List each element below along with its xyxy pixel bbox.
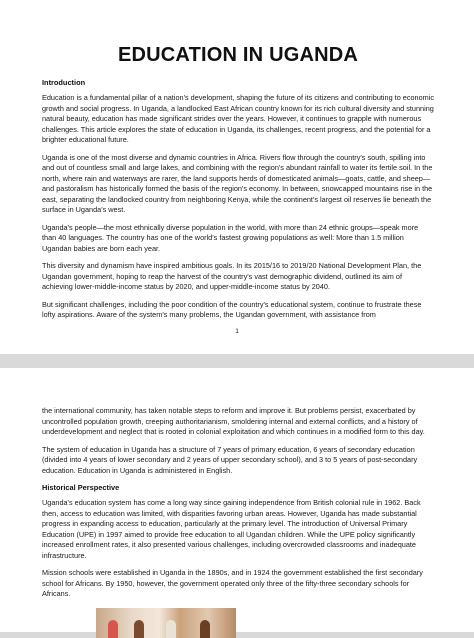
photo-figure xyxy=(134,620,144,638)
paragraph: Uganda is one of the most diverse and dynamic countries in Africa. Rivers flow through the country's south, spilling into and out of countless small and large lakes, and combining with the region's abundant rainfall to water its fertile soil. In the north, where rain and waterways are rarer, the land supports herds of domesticated animals—goats, cattle, and sheep—and pastoralism has historically formed the basis of the region's economy. In between, snowcapped mountains rise in the east, separating the landlocked country from neighboring Kenya, while the continent's largest oil reserves lie beneath the surface in Uganda's west. xyxy=(42,152,433,214)
classroom-photo xyxy=(96,608,236,638)
paragraph: Education is a fundamental pillar of a nation's development, shaping the future of its citizens and contributing to economic growth and social progress. In Uganda, a landlocked East African country known for its rich cultural diversity and stunning natural beauty, education has made significant strides over the years. However, it continues to grapple with numerous challenges. This article explores the state of education in Uganda, its challenges, recent progress, and the potential for a brighter educational future. xyxy=(42,93,435,144)
paragraph: Uganda's education system has come a long way since gaining independence from British colonial rule in 1962. Back then, access to education was limited, with disparities favoring urban areas. However, Uganda has made substantial progress in expanding access to education, particularly at the primary level. The introduction of Universal Primary Education (UPE) in 1997 aimed to provide free education to all Ugandan children. While the UPE policy significantly increased enrollment rates, it also presented various challenges, including overcrowded classrooms and inadequate infrastructure. xyxy=(42,498,421,560)
paragraph: Mission schools were established in Uganda in the 1890s, and in 1924 the government established the first secondary school for Africans. By 1950, however, the government operated only three of the fifty-three secondary schools for Africans. xyxy=(42,568,423,598)
photo-figure xyxy=(166,620,176,638)
paragraph: Uganda's people—the most ethnically diverse population in the world, with more than 24 ethnic groups—speak more than 40 languages. The country has one of the world's fastest growing populations as well: More than 1.5 million Ugandan babies are born each year. xyxy=(42,222,419,253)
photo-figure xyxy=(108,620,118,638)
paragraph: But significant challenges, including the poor condition of the country's educational system, continue to frustrate these lofty aspirations. Aware of the system's many problems, the Ugandan government, with assistance from xyxy=(42,299,422,319)
section-heading-historical-perspective: Historical Perspective xyxy=(42,483,120,492)
paragraph: This diversity and dynamism have inspired ambitious goals. In its 2015/16 to 2019/20 National Development Plan, the Ugandan government, hoping to reap the harvest of the country's vast demographic dividend, outlined its aim of achieving lower-middle-income status by 2020, and upper-middle-income status by 2040. xyxy=(42,261,422,291)
photo-figure xyxy=(200,620,210,638)
paragraph: The system of education in Uganda has a structure of 7 years of primary education, 6 years of secondary education (divided into 4 years of lower secondary and 2 years of upper secondary school), and 3 to 5 years of post-secondary education. Education in Uganda is administered in English. xyxy=(42,444,418,475)
document-page-2 xyxy=(0,368,474,632)
page-number: 1 xyxy=(235,328,239,335)
document-title: EDUCATION IN UGANDA xyxy=(117,44,359,66)
section-heading-introduction: Introduction xyxy=(42,78,86,87)
paragraph: the international community, has taken notable steps to reform and improve it. But problems persist, exacerbated by uncontrolled population growth, creeping authoritarianism, smoldering internal and external conflicts, and a history of underdevelopment and neglect that is rooted in colonial exploitation and which continues in a modified form to this day. xyxy=(42,406,425,436)
